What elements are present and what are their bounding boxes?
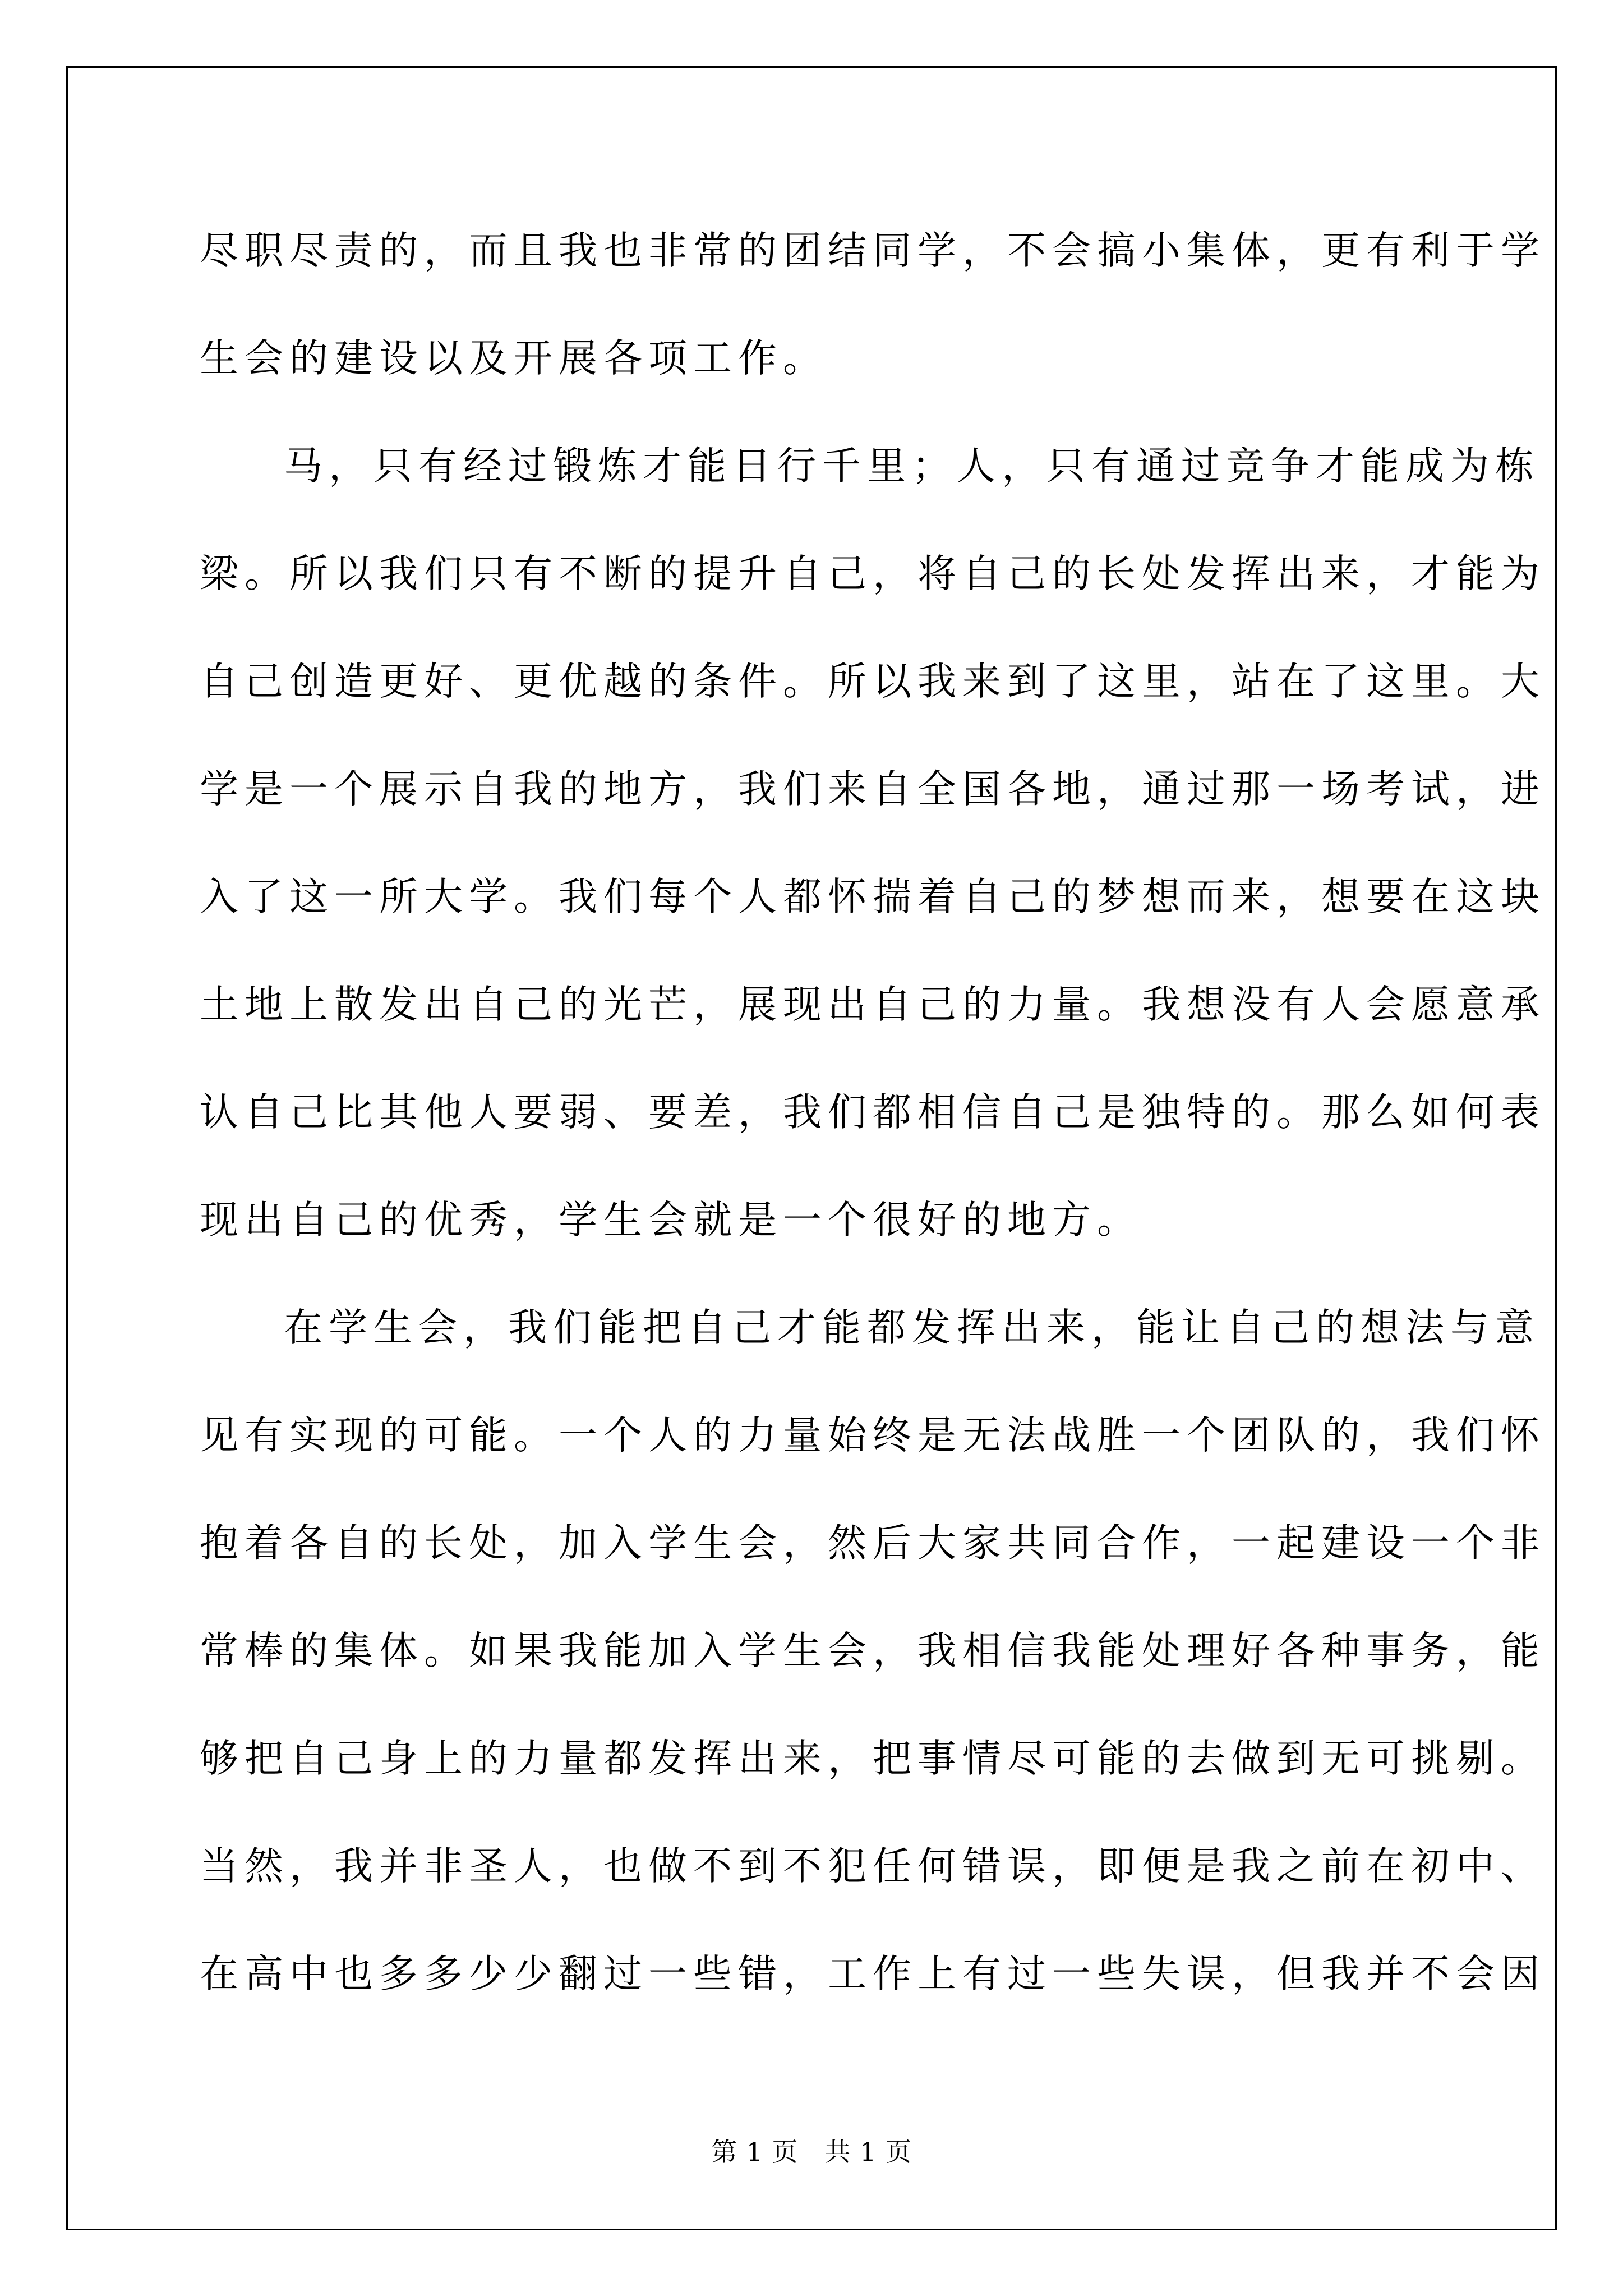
page-footer — [0, 2135, 1623, 2169]
text-line-13: 抱着各自的长处，加入学生会，然后大家共同合作，一起建设一个非 — [200, 1521, 1546, 1566]
text-line-1: 尽职尽责的，而且我也非常的团结同学，不会搞小集体，更有利于学 — [200, 228, 1546, 273]
text-line-16: 当然，我并非圣人，也做不到不犯任何错误，即便是我之前在初中、 — [200, 1844, 1546, 1889]
text-line-14: 常棒的集体。如果我能加入学生会，我相信我能处理好各种事务，能 — [200, 1628, 1546, 1673]
document-body — [200, 219, 1546, 2050]
paragraph-start-line-3: 马，只有经过锻炼才能日行千里；人，只有通过竞争才能成为栋 — [284, 444, 1540, 489]
text-line-5: 自己创造更好、更优越的条件。所以我来到了这里，站在了这里。大 — [200, 659, 1546, 704]
text-line-2: 生会的建设以及开展各项工作。 — [200, 336, 828, 381]
text-line-15: 够把自己身上的力量都发挥出来，把事情尽可能的去做到无可挑剔。 — [200, 1736, 1546, 1781]
text-line-12: 见有实现的可能。一个人的力量始终是无法战胜一个团队的，我们怀 — [200, 1413, 1546, 1458]
text-line-6: 学是一个展示自我的地方，我们来自全国各地，通过那一场考试，进 — [200, 767, 1546, 812]
text-line-17: 在高中也多多少少翻过一些错，工作上有过一些失误，但我并不会因 — [200, 1952, 1546, 1996]
text-line-4: 梁。所以我们只有不断的提升自己，将自己的长处发挥出来，才能为 — [200, 551, 1546, 596]
text-line-10: 现出自己的优秀，学生会就是一个很好的地方。 — [200, 1198, 1142, 1243]
text-line-9: 认自己比其他人要弱、要差，我们都相信自己是独特的。那么如何表 — [200, 1090, 1546, 1135]
text-line-8: 土地上散发出自己的光芒，展现出自己的力量。我想没有人会愿意承 — [200, 982, 1546, 1027]
paragraph-start-line-11: 在学生会，我们能把自己才能都发挥出来，能让自己的想法与意 — [284, 1305, 1540, 1350]
page-number-label: 第 1 页 共 1 页 — [711, 2137, 912, 2167]
text-line-7: 入了这一所大学。我们每个人都怀揣着自己的梦想而来，想要在这块 — [200, 875, 1546, 919]
